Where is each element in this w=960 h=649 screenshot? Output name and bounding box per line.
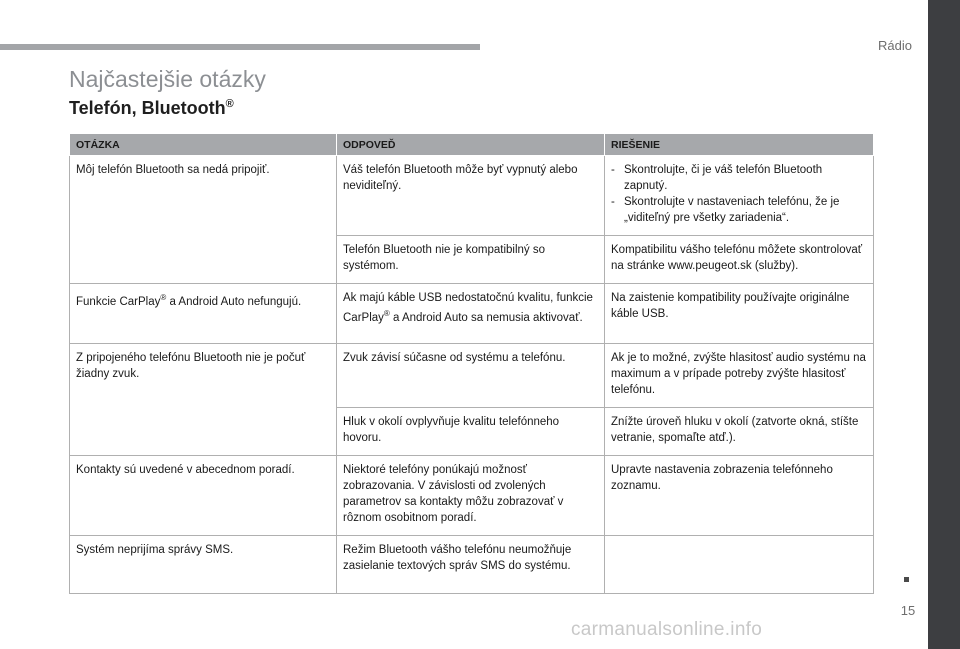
question-cell: Kontakty sú uvedené v abecednom poradí. — [70, 456, 337, 536]
question-cell: Môj telefón Bluetooth sa nedá pripojiť. — [70, 156, 337, 236]
question-cell-empty — [70, 408, 337, 456]
table-header-row — [70, 134, 874, 156]
column-header-solution: RIEŠENIE — [605, 134, 874, 156]
question-cell-empty — [70, 236, 337, 284]
answer-cell: Ak majú káble USB nedostatočnú kvalitu, funkcie CarPlay® a Android Auto sa nemusia aktivovať. — [337, 284, 605, 344]
side-bar — [928, 0, 960, 649]
registered-mark: ® — [160, 293, 167, 302]
faq-table — [69, 133, 874, 594]
column-header-question: OTÁZKA — [70, 134, 337, 156]
list-item: - Skontrolujte, či je váš telefón Bluetooth zapnutý. — [611, 162, 867, 194]
solution-cell — [605, 536, 874, 594]
registered-mark: ® — [225, 98, 234, 110]
table-row — [70, 156, 874, 236]
answer-cell: Režim Bluetooth vášho telefónu neumožňuje zasielanie textových správ SMS do systému. — [337, 536, 605, 594]
answer-cell: Zvuk závisí súčasne od systému a telefónu. — [337, 344, 605, 408]
solution-list — [611, 162, 867, 226]
solution-cell: Kompatibilitu vášho telefónu môžete skontrolovať na stránke www.peugeot.sk (služby). — [605, 236, 874, 284]
watermark: carmanualsonline.info — [571, 619, 763, 640]
answer-cell: Niektoré telefóny ponúkajú možnosť zobrazovania. V závislosti od zvolených parametrov sa kontakty môžu zobrazovať v rôznom osobitnom poradí. — [337, 456, 605, 536]
page-subtitle — [69, 98, 234, 119]
table-row — [70, 408, 874, 456]
subtitle-text: Telefón, Bluetooth — [69, 98, 226, 118]
list-item: - Skontrolujte v nastaveniach telefónu, že je „viditeľný pre všetky zariadenia“. — [611, 194, 867, 226]
page-marker-dot — [904, 577, 909, 582]
answer-cell: Hluk v okolí ovplyvňuje kvalitu telefónneho hovoru. — [337, 408, 605, 456]
solution-cell: Upravte nastavenia zobrazenia telefónneho zoznamu. — [605, 456, 874, 536]
page-title: Najčastejšie otázky — [69, 66, 266, 92]
question-cell: Funkcie CarPlay® a Android Auto nefungujú. — [70, 284, 337, 344]
page-number: 15 — [900, 603, 916, 618]
solution-cell: Znížte úroveň hluku v okolí (zatvorte okná, stíšte vetranie, spomaľte atď.). — [605, 408, 874, 456]
table-row — [70, 344, 874, 408]
table-row — [70, 284, 874, 344]
table-row — [70, 456, 874, 536]
section-label: Rádio — [878, 38, 912, 53]
table-row — [70, 236, 874, 284]
column-header-answer: ODPOVEĎ — [337, 134, 605, 156]
answer-cell: Váš telefón Bluetooth môže byť vypnutý alebo neviditeľný. — [337, 156, 605, 236]
top-rule — [0, 44, 480, 50]
question-cell: Systém neprijíma správy SMS. — [70, 536, 337, 594]
table-row — [70, 536, 874, 594]
question-cell: Z pripojeného telefónu Bluetooth nie je počuť žiadny zvuk. — [70, 344, 337, 408]
solution-cell: Na zaistenie kompatibility používajte originálne káble USB. — [605, 284, 874, 344]
registered-mark: ® — [383, 309, 390, 318]
solution-cell: Ak je to možné, zvýšte hlasitosť audio systému na maximum a v prípade potreby zvýšte hlasitosť telefónu. — [605, 344, 874, 408]
solution-cell — [605, 156, 874, 236]
answer-cell: Telefón Bluetooth nie je kompatibilný so systémom. — [337, 236, 605, 284]
